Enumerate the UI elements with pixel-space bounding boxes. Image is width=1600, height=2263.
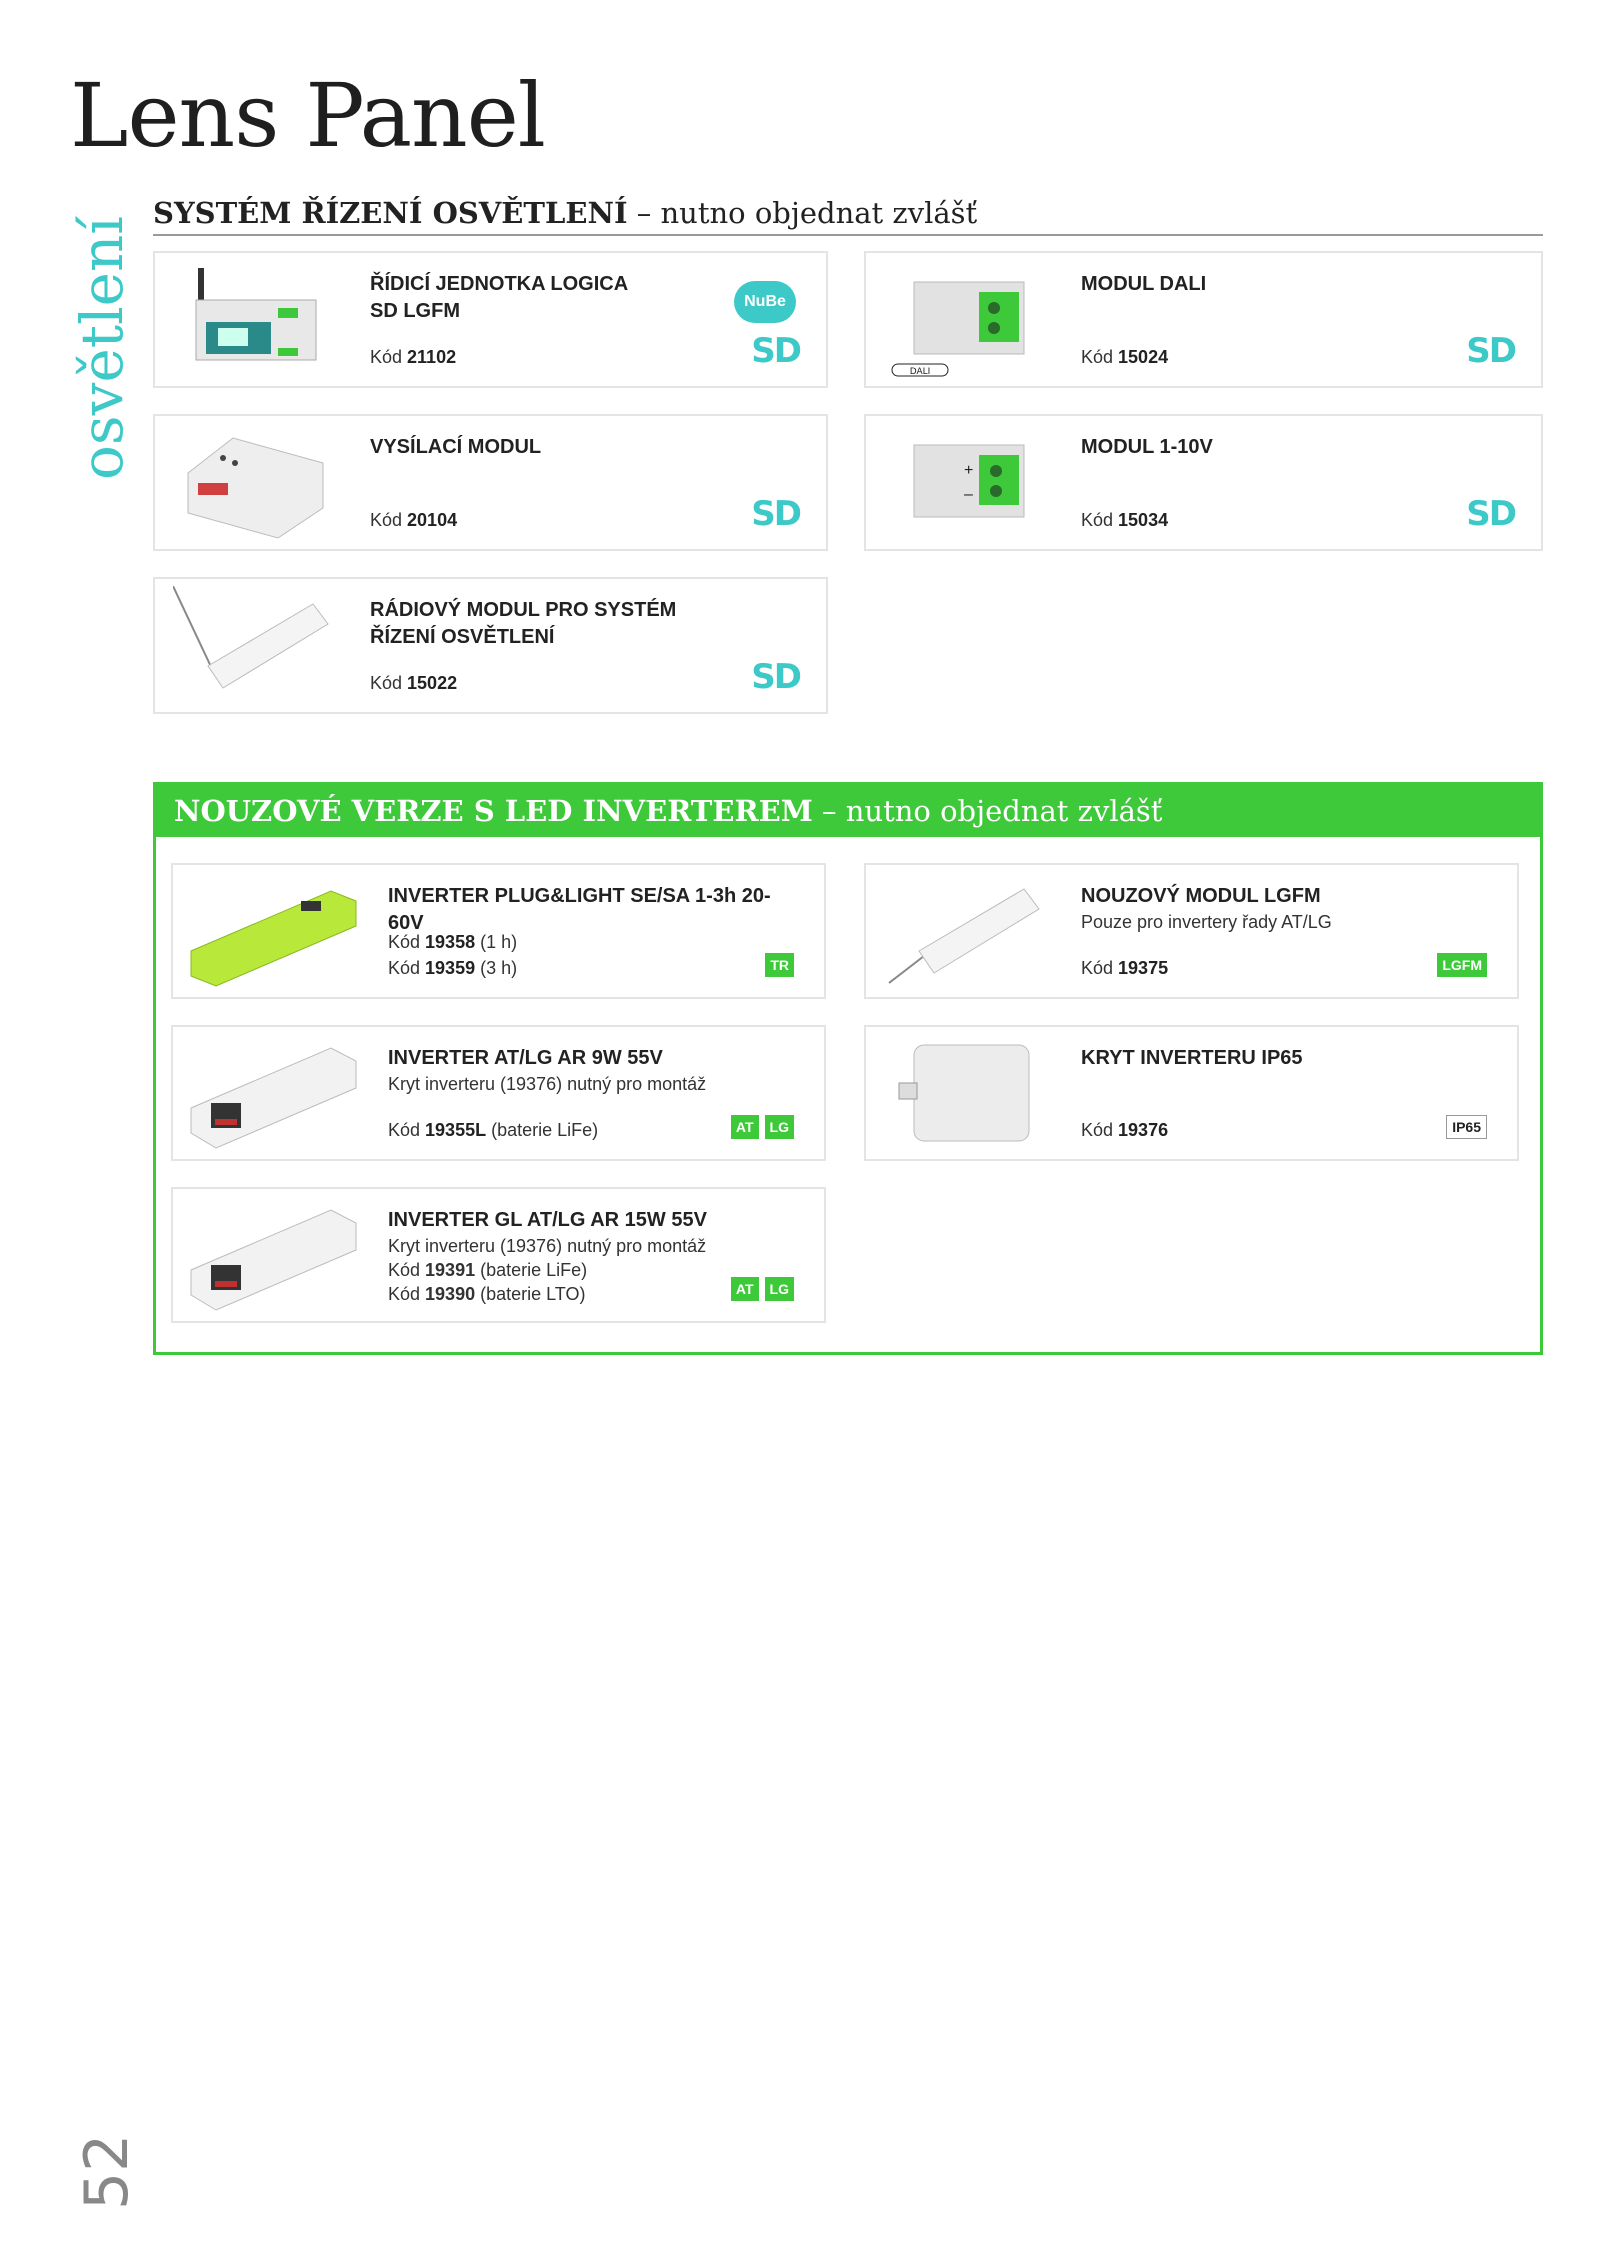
- sd-logo: SD: [751, 494, 800, 534]
- product-card-control-unit[interactable]: [153, 251, 828, 388]
- product-code: Kód 15034: [1081, 510, 1169, 530]
- product-description: Kryt inverteru (19376) nutný pro montáž: [388, 1074, 707, 1094]
- badge-lg: LG: [765, 1277, 794, 1301]
- product-card-inverter-15w[interactable]: [171, 1187, 826, 1323]
- badge-lgfm: LGFM: [1437, 953, 1487, 977]
- product-image-emergency-module: [866, 865, 1061, 997]
- page-number: 52: [72, 2133, 142, 2210]
- product-name: RÁDIOVÝ MODUL PRO SYSTÉM ŘÍZENÍ OSVĚTLENÍ: [370, 599, 677, 648]
- sd-logo: SD: [1466, 494, 1515, 534]
- product-code: Kód 20104: [370, 510, 458, 530]
- product-description: Pouze pro invertery řady AT/LG: [1081, 912, 1332, 932]
- product-image-transmitter-module: [155, 416, 350, 549]
- badge-at: AT: [731, 1277, 759, 1301]
- sd-logo: SD: [751, 331, 800, 371]
- svg-text:DALI: DALI: [909, 366, 930, 377]
- product-card-radio-module[interactable]: [153, 577, 828, 714]
- product-image-dali-module: [866, 253, 1061, 386]
- product-card-transmitter-module[interactable]: [153, 414, 828, 551]
- product-image-1-10v-module: [866, 416, 1061, 549]
- side-category-label: osvětlení: [68, 216, 136, 480]
- product-name: VYSÍLACÍ MODUL: [370, 436, 542, 458]
- product-code: Kód 19355L (baterie LiFe): [388, 1120, 599, 1140]
- product-name: INVERTER GL AT/LG AR 15W 55V: [388, 1209, 707, 1231]
- sd-logo: SD: [1466, 331, 1515, 371]
- svg-text:–: –: [963, 485, 973, 503]
- nube-logo: NuBe: [734, 281, 796, 323]
- product-card-1-10v-module[interactable]: [864, 414, 1543, 551]
- product-card-dali-module[interactable]: [864, 251, 1543, 388]
- product-name: MODUL DALI: [1081, 273, 1207, 295]
- product-name: NOUZOVÝ MODUL LGFM: [1081, 885, 1321, 907]
- product-code: Kód 19376: [1081, 1120, 1169, 1140]
- product-card-inverter-plug-light[interactable]: [171, 863, 826, 999]
- badge-at: AT: [731, 1115, 759, 1139]
- badge-ip65: IP65: [1446, 1115, 1487, 1139]
- page-title: Lens Panel: [70, 64, 545, 167]
- product-name: INVERTER AT/LG AR 9W 55V: [388, 1047, 663, 1069]
- product-code-list: Kód 19358 (1 h) Kód 19359 (3 h): [388, 932, 518, 978]
- section-heading-control-system: [153, 196, 1543, 236]
- section-heading-emergency: NOUZOVÉ VERZE S LED INVERTEREM – nutno objednat zvlášť: [156, 785, 1540, 837]
- product-name: ŘÍDICÍ JEDNOTKA LOGICA SD LGFM: [370, 273, 628, 322]
- product-card-inverter-housing[interactable]: [864, 1025, 1519, 1161]
- product-description: Kryt inverteru (19376) nutný pro montáž: [388, 1236, 707, 1256]
- product-code: Kód 21102: [370, 347, 457, 367]
- product-card-emergency-module-lgfm[interactable]: [864, 863, 1519, 999]
- product-image-inverter-plug-light: [173, 865, 368, 997]
- product-image-inverter-9w: [173, 1027, 368, 1159]
- product-code: Kód 15022: [370, 673, 458, 693]
- product-name: KRYT INVERTERU IP65: [1081, 1047, 1303, 1069]
- product-image-inverter-housing: [866, 1027, 1061, 1159]
- product-code: Kód 19375: [1081, 958, 1169, 978]
- product-name: INVERTER PLUG&LIGHT SE/SA 1-3h 20-60V: [388, 885, 771, 934]
- sd-logo: SD: [751, 657, 800, 697]
- product-image-radio-module: [155, 579, 350, 712]
- svg-text:+: +: [963, 461, 973, 479]
- badge-tr: TR: [765, 953, 794, 977]
- product-code: Kód 15024: [1081, 347, 1169, 367]
- product-image-control-unit: [155, 253, 350, 386]
- section-heading-rest: – nutno objednat zvlášť: [627, 196, 978, 230]
- section-heading-bold: SYSTÉM ŘÍZENÍ OSVĚTLENÍ: [153, 196, 628, 230]
- product-card-inverter-9w[interactable]: [171, 1025, 826, 1161]
- badge-lg: LG: [765, 1115, 794, 1139]
- product-code-list: Kód 19391 (baterie LiFe) Kód 19390 (baterie LTO): [388, 1260, 588, 1304]
- product-image-inverter-15w: [173, 1189, 368, 1321]
- product-name: MODUL 1-10V: [1081, 436, 1213, 458]
